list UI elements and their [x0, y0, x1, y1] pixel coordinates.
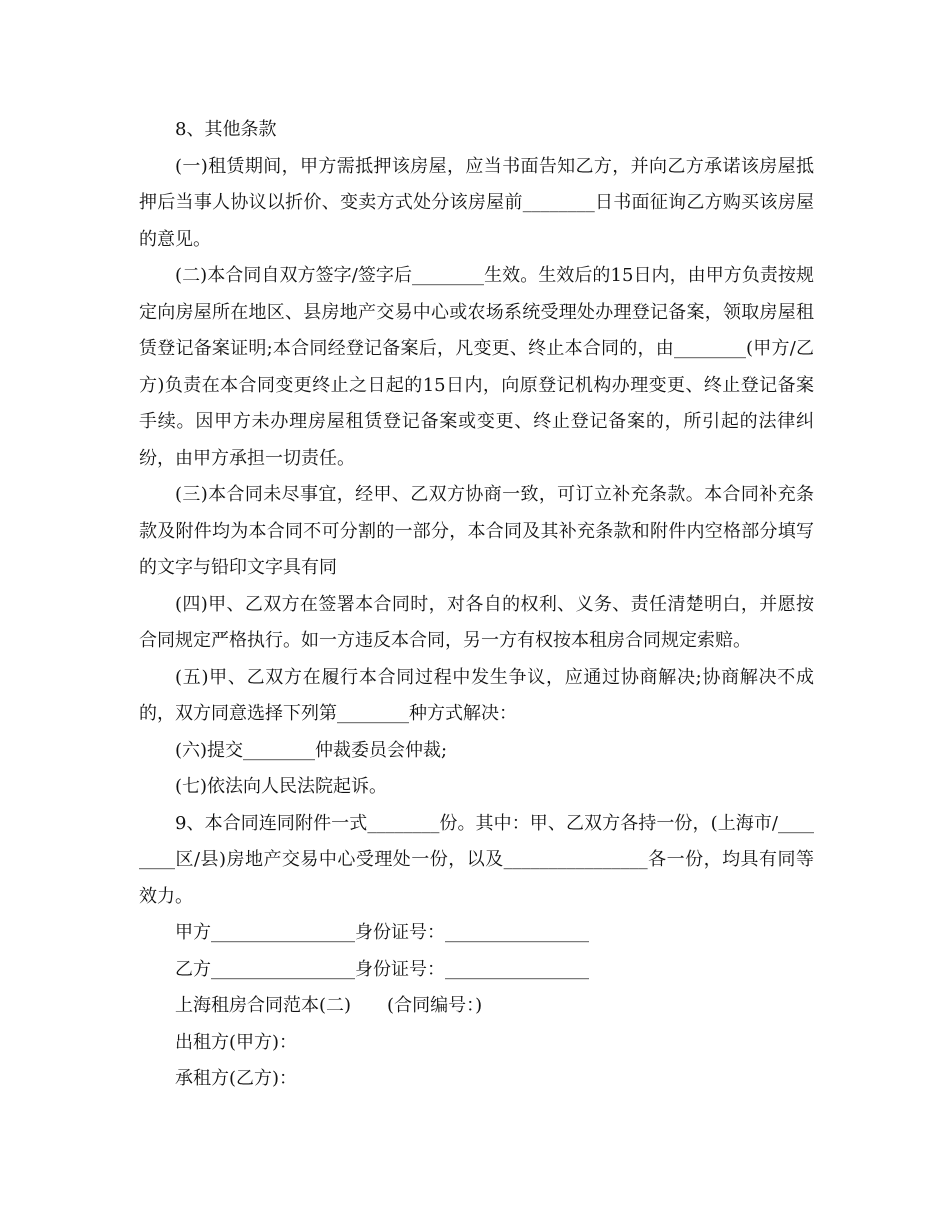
lessor-label: 出租方(甲方)：: [175, 1031, 298, 1053]
contract-title-two: 上海租房合同范本(二) (合同编号：): [175, 995, 483, 1016]
clause-five-disputes: (五)甲、乙双方在履行本合同过程中发生争议，应通过协商解决;协商解决不成的，双方同意选择下列第________种方式解决：: [139, 666, 814, 724]
clause-six-arbitration: (六)提交________仲裁委员会仲裁;: [175, 739, 448, 761]
clause-two-registration: (二)本合同自双方签字/签字后________生效。生效后的15日内，由甲方负责按规定向房屋所在地区、县房地产交易中心或农场系统受理处办理登记备案，领取房屋租赁登记备案证明;本合同经登记备案后，凡变更、终止本合同的，由________(甲方/乙方)负责在本合同变更终止之日起的15日内，向原登记机构办理变更、终止登记备案手续。因甲方未办理房屋租赁登记备案或变更、终止登记备案的，所引起的法律纠纷，由甲方承担一切责任。: [139, 265, 814, 469]
signature-party-b: 乙方________________身份证号：________________: [175, 958, 589, 980]
clause-three-supplement: (三)本合同未尽事宜，经甲、乙双方协商一致，可订立补充条款。本合同补充条款及附件均为本合同不可分割的一部分，本合同及其补充条款和附件内空格部分填写的文字与铅印文字具有同: [139, 484, 814, 578]
document-body: [139, 112, 814, 1098]
clause-one-mortgage: (一)租赁期间，甲方需抵押该房屋，应当书面告知乙方，并向乙方承诺该房屋抵押后当事人协议以折价、变卖方式处分该房屋前________日书面征询乙方购买该房屋的意见。: [139, 155, 814, 250]
signature-party-a: 甲方________________身份证号：________________: [175, 922, 589, 943]
section-heading-other-terms: 8、其他条款: [175, 119, 277, 140]
clause-nine-copies: 9、本合同连同附件一式________份。其中：甲、乙双方各持一份，(上海市/________区/县)房地产交易中心受理处一份，以及________________各一份，均具有同等效力。: [139, 812, 814, 907]
clause-seven-court: (七)依法向人民法院起诉。: [175, 776, 388, 797]
clause-four-obligations: (四)甲、乙双方在签署本合同时，对各自的权利、义务、责任清楚明白，并愿按合同规定严格执行。如一方违反本合同，另一方有权按本租房合同规定索赔。: [139, 593, 814, 651]
lessee-label: 承租方(乙方)：: [175, 1068, 298, 1089]
